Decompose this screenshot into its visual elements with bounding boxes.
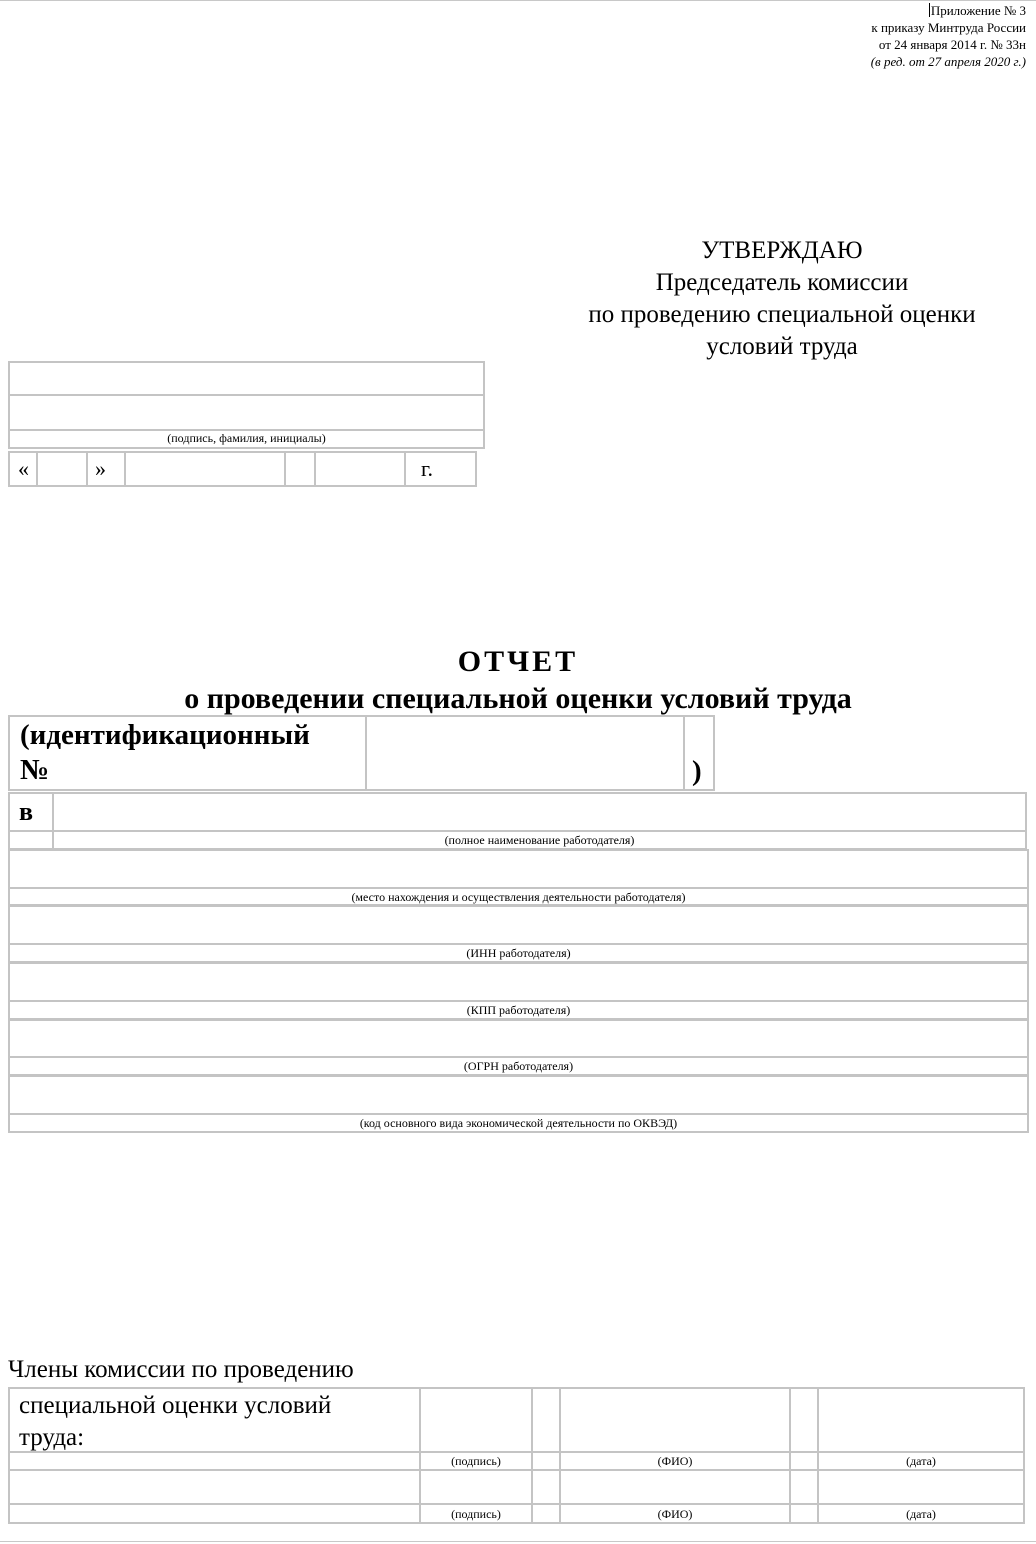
appendix-line-3: от 24 января 2014 г. № 33н — [878, 37, 1026, 52]
date-close-quote: » — [95, 456, 106, 481]
member-2-signature-caption: (подпись) — [451, 1507, 501, 1521]
member-1-date-caption: (дата) — [906, 1454, 936, 1468]
id-number-label — [20, 718, 310, 788]
employer-location-field[interactable] — [10, 851, 1027, 887]
kpp-divider — [8, 1000, 1029, 1002]
employer-ogrn-field[interactable] — [10, 1021, 1027, 1056]
employer-ogrn-caption: (ОГРН работодателя) — [463, 1059, 574, 1073]
location-divider — [8, 887, 1029, 889]
member-2-signature-field[interactable] — [421, 1471, 531, 1503]
appendix-line-2: к приказу Минтруда России — [871, 20, 1026, 35]
members-label-line-3: труда: — [19, 1424, 85, 1451]
date-sep-6 — [404, 451, 406, 487]
id-label-line-2: № — [20, 754, 50, 786]
chairman-signature-field[interactable] — [10, 396, 483, 429]
page-bottom-border — [0, 1541, 1036, 1542]
id-sep-2 — [683, 715, 685, 791]
text-cursor — [929, 3, 930, 17]
member-2-date-caption: (дата) — [906, 1507, 936, 1521]
employer-location-caption: (место нахождения и осуществления деятельности работодателя) — [351, 890, 686, 904]
ogrn-divider — [8, 1056, 1029, 1058]
member-1-signature-field[interactable] — [421, 1389, 531, 1451]
employer-inn-field[interactable] — [10, 907, 1027, 943]
id-number-field[interactable] — [367, 717, 683, 789]
employer-name-divider — [8, 830, 1027, 832]
in-label: в — [19, 797, 34, 826]
employer-okved-field[interactable] — [10, 1077, 1027, 1113]
member-1-fio-caption: (ФИО) — [657, 1454, 693, 1468]
member-1-fio-field[interactable] — [561, 1389, 789, 1451]
signature-caption: (подпись, фамилия, инициалы) — [167, 431, 326, 445]
appendix-note — [871, 2, 1026, 70]
employer-kpp-caption: (КПП работодателя) — [466, 1003, 571, 1017]
member-2-role-field[interactable] — [10, 1471, 419, 1503]
members-divider-1 — [8, 1451, 1025, 1453]
inn-divider — [8, 943, 1029, 945]
employer-okved-caption: (код основного вида экономической деятельности по ОКВЭД) — [359, 1116, 678, 1130]
member-1-date-field[interactable] — [819, 1389, 1023, 1451]
approval-block — [560, 235, 1004, 363]
members-label — [19, 1390, 331, 1454]
approval-line-3: по проведению специальной оценки — [588, 301, 976, 328]
report-subtitle: о проведении специальной оценки условий труда — [184, 682, 852, 715]
date-open-quote: « — [18, 456, 29, 481]
members-divider-3 — [8, 1503, 1025, 1505]
id-close-paren: ) — [692, 755, 702, 787]
date-sep-2 — [86, 451, 88, 487]
approval-line-4: условий труда — [706, 333, 858, 360]
employer-name-caption: (полное наименование работодателя) — [444, 833, 635, 847]
appendix-revision: (в ред. от 27 апреля 2020 г.) — [870, 54, 1026, 69]
date-month-field[interactable] — [126, 453, 284, 485]
report-title: ОТЧЕТ — [457, 645, 579, 678]
appendix-line-1: Приложение № 3 — [930, 3, 1026, 18]
employer-kpp-field[interactable] — [10, 964, 1027, 1000]
member-1-signature-caption: (подпись) — [451, 1454, 501, 1468]
members-label-line-1: Члены комиссии по проведению — [8, 1356, 354, 1383]
employer-name-field[interactable] — [54, 794, 1025, 830]
member-2-fio-field[interactable] — [561, 1471, 789, 1503]
members-label-line-2: специальной оценки условий — [19, 1392, 332, 1419]
id-label-line-1: (идентификационный — [20, 719, 310, 751]
member-2-fio-caption: (ФИО) — [657, 1507, 693, 1521]
employer-inn-caption: (ИНН работодателя) — [466, 946, 571, 960]
date-year-field[interactable] — [316, 453, 404, 485]
date-sep-4 — [284, 451, 286, 487]
approval-heading: УТВЕРЖДАЮ — [701, 237, 863, 264]
okved-divider — [8, 1113, 1029, 1115]
chairman-position-field[interactable] — [10, 363, 483, 394]
page-top-border — [0, 0, 1036, 1]
member-2-date-field[interactable] — [819, 1471, 1023, 1503]
date-day-field[interactable] — [38, 453, 86, 485]
date-year-suffix: г. — [421, 456, 434, 481]
approval-line-2: Председатель комиссии — [655, 269, 909, 296]
